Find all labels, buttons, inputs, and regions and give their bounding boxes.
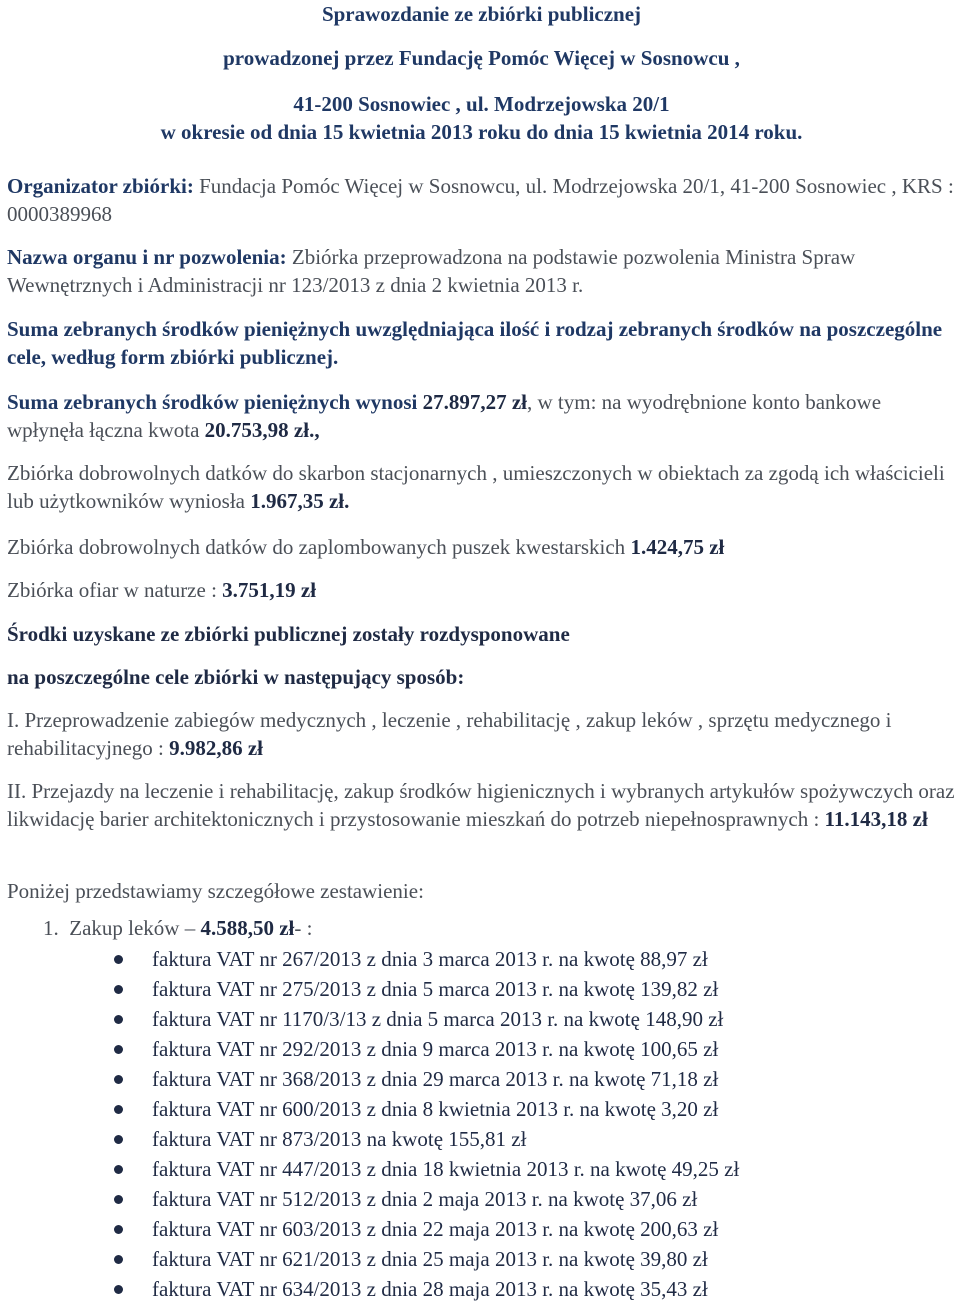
stationary-boxes-paragraph — [7, 459, 956, 515]
allocation-heading-1: Środki uzyskane ze zbiórki publicznej zostały rozdysponowane — [7, 622, 570, 646]
total-amount: 27.897,27 zł — [422, 390, 527, 414]
in-kind-text: Zbiórka ofiar w naturze : — [7, 578, 217, 602]
period-line: w okresie od dnia 15 kwietnia 2013 roku do dnia 15 kwietnia 2014 roku. — [160, 120, 803, 144]
invoice-item — [0, 1034, 960, 1064]
purpose-i-amount: 9.982,86 zł — [169, 736, 264, 760]
organizer-label: Organizator zbiórki: — [7, 174, 194, 198]
bank-amount: 20.753,98 zł., — [204, 418, 320, 442]
bullet-icon — [114, 1165, 123, 1174]
bullet-icon — [114, 1285, 123, 1294]
invoice-item — [0, 1004, 960, 1034]
sealed-boxes-text: Zbiórka dobrowolnych datków do zaplombowanych puszek kwestarskich — [7, 535, 626, 559]
invoice-text: faktura VAT nr 292/2013 z dnia 9 marca 2013 r. na kwotę 100,65 zł — [152, 1037, 719, 1061]
bullet-icon — [114, 1255, 123, 1264]
sealed-boxes-paragraph — [7, 533, 956, 561]
item-medicines — [43, 914, 956, 942]
purpose-ii-amount: 11.143,18 zł — [824, 807, 928, 831]
invoice-item — [0, 1214, 960, 1244]
invoice-item — [0, 1094, 960, 1124]
item-amount: 4.588,50 zł — [200, 916, 295, 940]
invoice-list — [0, 944, 960, 1304]
invoice-text: faktura VAT nr 600/2013 z dnia 8 kwietnia 2013 r. na kwotę 3,20 zł — [152, 1097, 719, 1121]
bullet-icon — [114, 1135, 123, 1144]
organizer-value: Fundacja Pomóc Więcej w Sosnowcu, ul. Modrzejowska 20/1, 41-200 Sosnowiec , KRS : 0000389968 — [7, 174, 954, 226]
bullet-icon — [114, 1195, 123, 1204]
invoice-text: faktura VAT nr 873/2013 na kwotę 155,81 zł — [152, 1127, 527, 1151]
invoice-item — [0, 1064, 960, 1094]
purpose-ii-paragraph — [7, 777, 956, 833]
item-label: Zakup leków – — [69, 916, 196, 940]
in-kind-paragraph — [7, 576, 956, 604]
purpose-ii-text: II. Przejazdy na leczenie i rehabilitację, zakup środków higienicznych i wybranych artykułów spożywczych oraz likwidację barier architektonicznych i przystosowanie mieszkań do potrzeb niepełnosprawnych : — [7, 779, 955, 831]
total-paragraph — [7, 388, 956, 444]
invoice-text: faktura VAT nr 621/2013 z dnia 25 maja 2013 r. na kwotę 39,80 zł — [152, 1247, 708, 1271]
organizer-line: prowadzonej przez Fundację Pomóc Więcej w Sosnowcu , — [223, 46, 740, 70]
address-line: 41-200 Sosnowiec , ul. Modrzejowska 20/1 — [293, 92, 670, 116]
invoice-item — [0, 1154, 960, 1184]
bullet-icon — [114, 1225, 123, 1234]
organizer-paragraph — [7, 172, 956, 228]
in-kind-amount: 3.751,19 zł — [222, 578, 317, 602]
bullet-icon — [114, 1075, 123, 1084]
sum-heading: Suma zebranych środków pieniężnych uwzględniająca ilość i rodzaj zebranych środków na poszczególne cele, według form zbiórki publicznej. — [7, 317, 943, 369]
bullet-icon — [114, 1105, 123, 1114]
invoice-item — [0, 1184, 960, 1214]
invoice-text: faktura VAT nr 634/2013 z dnia 28 maja 2013 r. na kwotę 35,43 zł — [152, 1277, 708, 1301]
invoice-item — [0, 1244, 960, 1274]
item-number: 1. — [43, 916, 59, 940]
detail-intro: Poniżej przedstawiamy szczegółowe zestawienie: — [7, 879, 424, 903]
permit-value: Zbiórka przeprowadzona na podstawie pozwolenia Ministra Spraw Wewnętrznych i Administracji nr 123/2013 z dnia 2 kwietnia 2013 r. — [7, 245, 856, 297]
invoice-item — [0, 1274, 960, 1304]
permit-label: Nazwa organu i nr pozwolenia: — [7, 245, 287, 269]
invoice-item — [0, 974, 960, 1004]
invoice-text: faktura VAT nr 1170/3/13 z dnia 5 marca 2013 r. na kwotę 148,90 zł — [152, 1007, 724, 1031]
stationary-boxes-amount: 1.967,35 zł. — [250, 489, 350, 513]
invoice-item — [0, 1124, 960, 1154]
invoice-text: faktura VAT nr 512/2013 z dnia 2 maja 2013 r. na kwotę 37,06 zł — [152, 1187, 698, 1211]
bullet-icon — [114, 985, 123, 994]
sealed-boxes-amount: 1.424,75 zł — [630, 535, 725, 559]
document-title: Sprawozdanie ze zbiórki publicznej — [321, 2, 642, 26]
invoice-text: faktura VAT nr 368/2013 z dnia 29 marca 2013 r. na kwotę 71,18 zł — [152, 1067, 719, 1091]
total-prefix: Suma zebranych środków pieniężnych wynosi — [7, 390, 418, 414]
item-suffix: - : — [294, 916, 313, 940]
total-middle: , w tym: na wyodrębnione konto bankowe wpłynęła łączna kwota — [7, 390, 882, 442]
stationary-boxes-text: Zbiórka dobrowolnych datków do skarbon stacjonarnych , umieszczonych w obiektach za zgodą ich właścicieli lub użytkowników wyniosła — [7, 461, 945, 513]
invoice-text: faktura VAT nr 275/2013 z dnia 5 marca 2013 r. na kwotę 139,82 zł — [152, 977, 719, 1001]
invoice-item — [0, 944, 960, 974]
purpose-i-text: I. Przeprowadzenie zabiegów medycznych , leczenie , rehabilitację , zakup leków , sprzętu medycznego i rehabilitacyjnego : — [7, 708, 892, 760]
bullet-icon — [114, 1015, 123, 1024]
invoice-text: faktura VAT nr 267/2013 z dnia 3 marca 2013 r. na kwotę 88,97 zł — [152, 947, 708, 971]
bullet-icon — [114, 955, 123, 964]
allocation-heading-2: na poszczególne cele zbiórki w następujący sposób: — [7, 665, 465, 689]
invoice-text: faktura VAT nr 603/2013 z dnia 22 maja 2013 r. na kwotę 200,63 zł — [152, 1217, 719, 1241]
invoice-text: faktura VAT nr 447/2013 z dnia 18 kwietnia 2013 r. na kwotę 49,25 zł — [152, 1157, 740, 1181]
purpose-i-paragraph — [7, 706, 956, 762]
permit-paragraph — [7, 243, 956, 299]
bullet-icon — [114, 1045, 123, 1054]
